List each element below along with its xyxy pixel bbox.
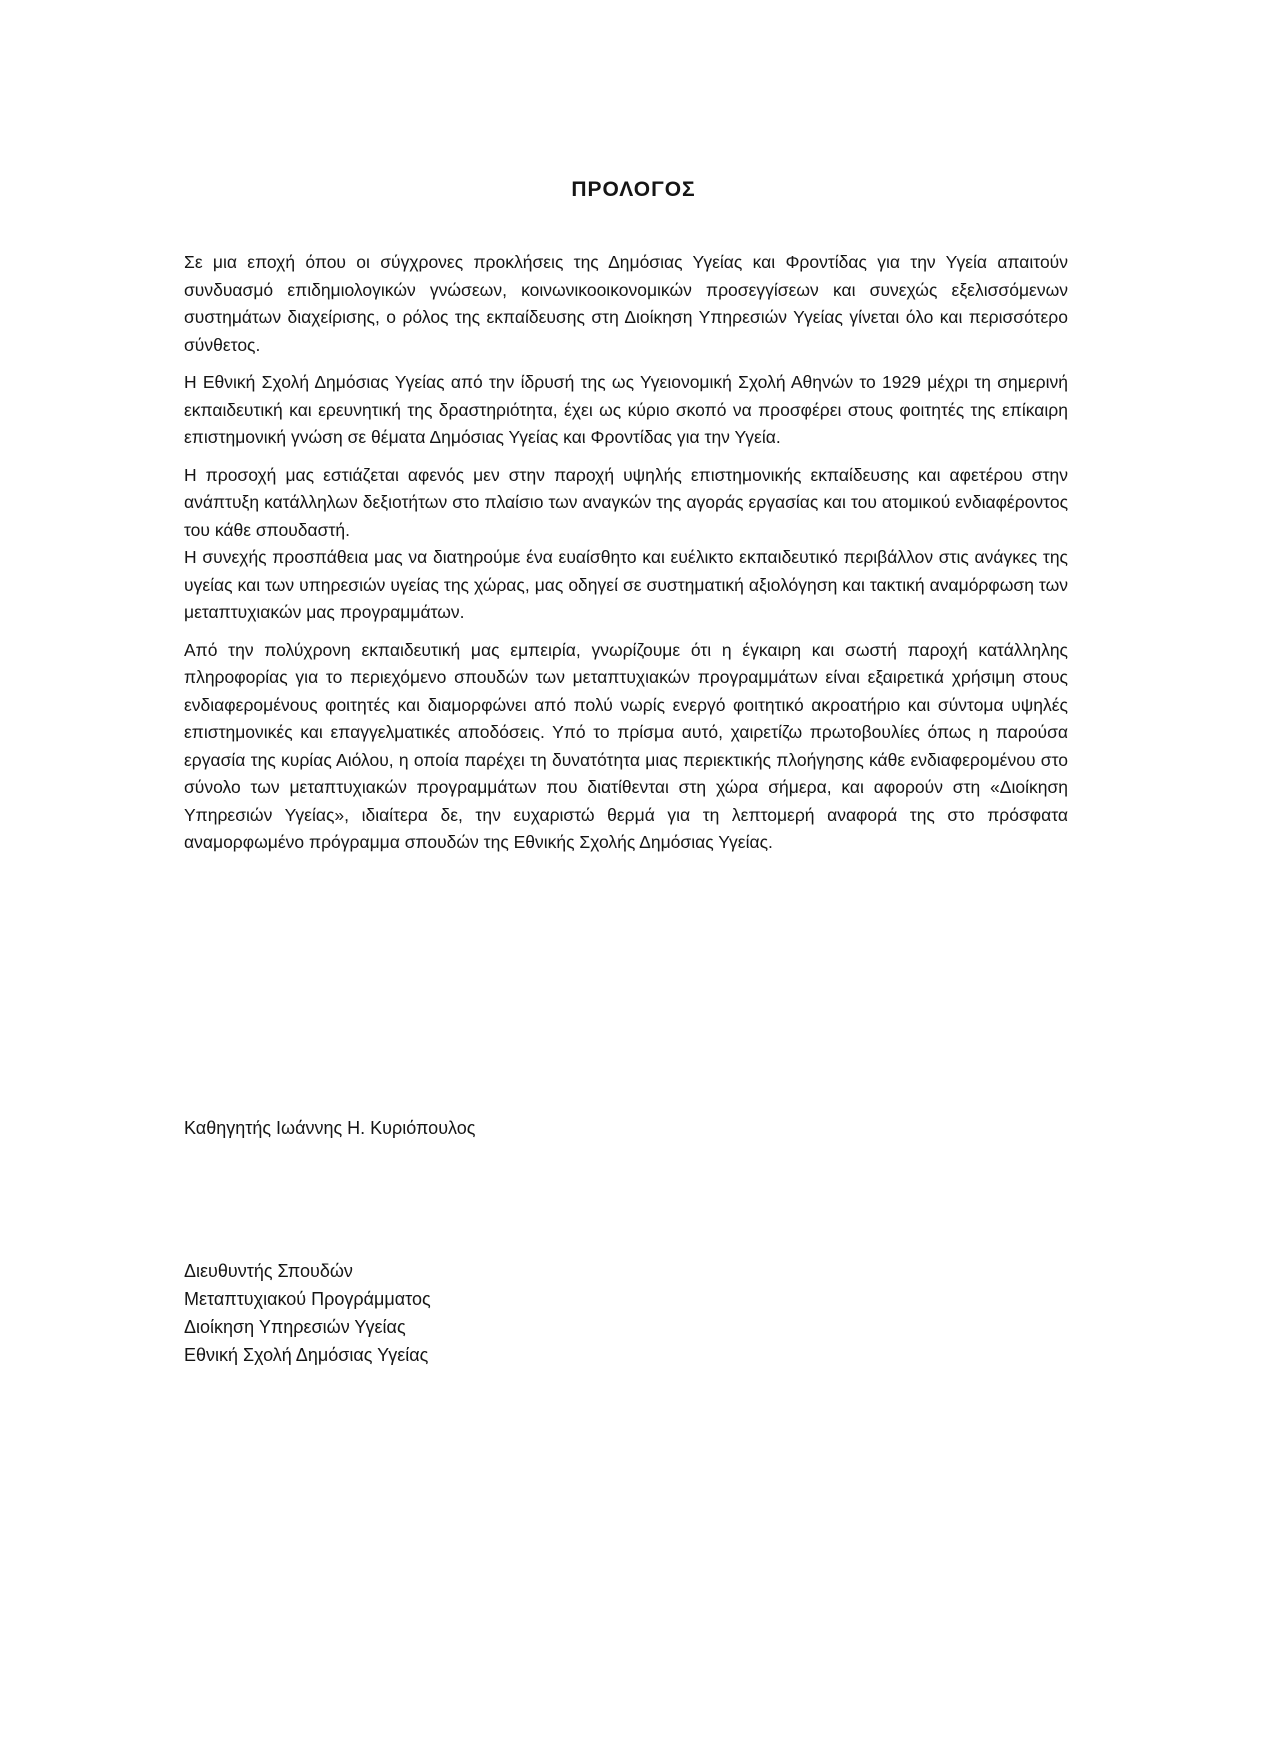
document-title: ΠΡΟΛΟΓΟΣ [571,178,696,201]
position-line: Εθνική Σχολή Δημόσιας Υγείας [184,1345,429,1365]
paragraph-3: Η προσοχή μας εστιάζεται αφενός μεν στην παροχή υψηλής επιστημονικής εκπαίδευσης και αφετέρου στην ανάπτυξη κατάλληλων δεξιοτήτων στο πλαίσιο των αναγκών της αγοράς εργασίας και του ατομικού ενδιαφέροντος του κάθε σπουδαστή. [184,464,1068,540]
paragraph-4: Η συνεχής προσπάθεια μας να διατηρούμε ένα ευαίσθητο και ευέλικτο εκπαιδευτικό περιβάλλον στις ανάγκες της υγείας και των υπηρεσιών υγείας της χώρας, μας οδηγεί σε συστηματική αξιολόγηση και τακτική αναμόρφωση των μεταπτυχιακών μας προγραμμάτων. [184,547,1068,622]
document-body [184,249,1068,867]
position-line: Διοίκηση Υπηρεσιών Υγείας [184,1317,406,1337]
signatory-position [184,1257,431,1369]
paragraph-1: Σε μια εποχή όπου οι σύγχρονες προκλήσεις της Δημόσιας Υγείας και Φροντίδας για την Υγεία απαιτούν συνδυασμό επιδημιολογικών γνώσεων, κοινωνικοοικονομικών προσεγγίσεων και συνεχώς εξελισσόμενων συστημάτων διαχείρισης, ο ρόλος της εκπαίδευσης στη Διοίκηση Υπηρεσιών Υγείας γίνεται όλο και περισσότερο σύνθετος. [184,252,1068,355]
position-line: Διευθυντής Σπουδών [184,1261,353,1281]
paragraph-2: Η Εθνική Σχολή Δημόσιας Υγείας από την ίδρυσή της ως Υγειονομική Σχολή Αθηνών το 1929 μέχρι τη σημερινή εκπαιδευτική και ερευνητική της δραστηριότητα, έχει ως κύριο σκοπό να προσφέρει στους φοιτητές της επίκαιρη επιστημονική γνώση σε θέματα Δημόσιας Υγείας και Φροντίδας για την Υγεία. [184,372,1068,447]
paragraph-5: Από την πολύχρονη εκπαιδευτική μας εμπειρία, γνωρίζουμε ότι η έγκαιρη και σωστή παροχή κατάλληλης πληροφορίας για το περιεχόμενο σπουδών των μεταπτυχιακών προγραμμάτων είναι εξαιρετικά χρήσιμη στους ενδιαφερομένους φοιτητές και διαμορφώνει από πολύ νωρίς ενεργό φοιτητικό ακροατήριο και σύντομα υψηλές επιστημονικές και επαγγελματικές αποδόσεις. Υπό το πρίσμα αυτό, χαιρετίζω πρωτοβουλίες όπως η παρούσα εργασία της κυρίας Αιόλου, η οποία παρέχει τη δυνατότητα μιας περιεκτικής πλοήγησης κάθε ενδιαφερομένου στο σύνολο των μεταπτυχιακών προγραμμάτων που διατίθενται στη χώρα σήμερα, και αφορούν στη «Διοίκηση Υπηρεσιών Υγείας», ιδιαίτερα δε, την ευχαριστώ θερμά για τη λεπτομερή αναφορά της στο πρόσφατα αναμορφωμένο πρόγραμμα σπουδών της Εθνικής Σχολής Δημόσιας Υγείας. [184,639,1068,852]
signature: Καθηγητής Ιωάννης Η. Κυριόπουλος [184,1118,476,1138]
position-line: Μεταπτυχιακού Προγράμματος [184,1289,431,1309]
